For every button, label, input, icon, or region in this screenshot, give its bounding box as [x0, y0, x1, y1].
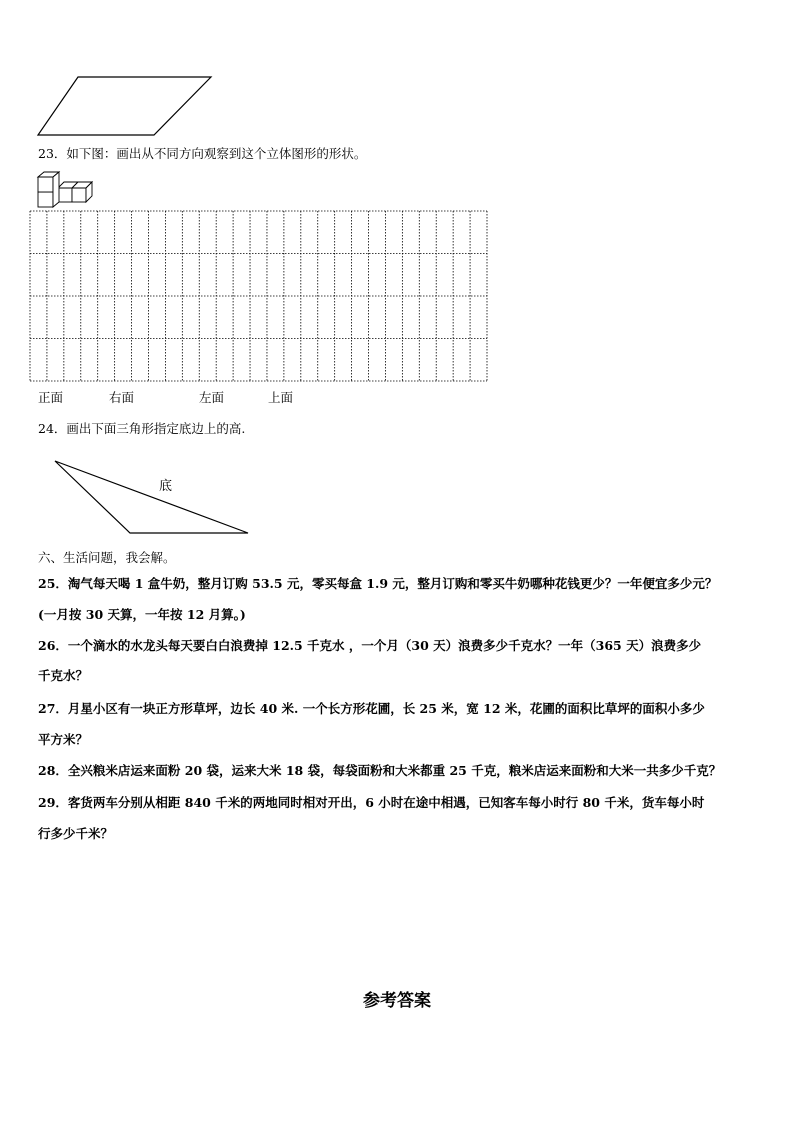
label-front-view: 正面 — [38, 390, 64, 405]
triangle-base-label: 底 — [159, 479, 173, 494]
label-left-view: 左面 — [199, 390, 225, 405]
question-26-line-2: 千克水？ — [38, 668, 89, 683]
question-26-line-1: 26．一个滴水的水龙头每天要白白浪费掉 12.5 千克水 ，一个月（30 天）浪费多少千克水？一年（365 天）浪费多少 — [38, 638, 702, 653]
triangle-figure — [50, 455, 255, 540]
cube-solid-figure — [36, 170, 100, 212]
drawing-grid — [29, 210, 488, 382]
question-24: 24．画出下面三角形指定底边上的高. — [38, 421, 246, 436]
label-right-view: 右面 — [109, 390, 135, 405]
answer-section-title: 参考答案 — [363, 991, 431, 1011]
section-6-title: 六、生活问题，我会解。 — [38, 550, 176, 565]
label-top-view: 上面 — [268, 390, 294, 405]
parallelogram-figure — [30, 72, 220, 142]
question-27-line-2: 平方米？ — [38, 732, 89, 747]
question-29-line-1: 29．客货两车分别从相距 840 千米的两地同时相对开出，6 小时在途中相遇，已知客车每小时行 80 千米，货车每小时 — [38, 795, 705, 810]
question-25-line-1: 25．淘气每天喝 1 盒牛奶，整月订购 53.5 元，零买每盒 1.9 元，整月订购和零买牛奶哪种花钱更少？一年便宜多少元？ — [38, 576, 718, 591]
question-29-line-2: 行多少千米？ — [38, 826, 114, 841]
question-23: 23．如下图：画出从不同方向观察到这个立体图形的形状。 — [38, 146, 367, 161]
question-25-line-2: (一月按 30 天算，一年按 12 月算。) — [38, 607, 246, 622]
question-27-line-1: 27．月星小区有一块正方形草坪，边长 40 米. 一个长方形花圃，长 25 米，宽 12 米，花圃的面积比草坪的面积小多少 — [38, 701, 705, 716]
question-28: 28．全兴粮米店运来面粉 20 袋，运来大米 18 袋，每袋面粉和大米都重 25 千克，粮米店运来面粉和大米一共多少千克？ — [38, 763, 722, 778]
